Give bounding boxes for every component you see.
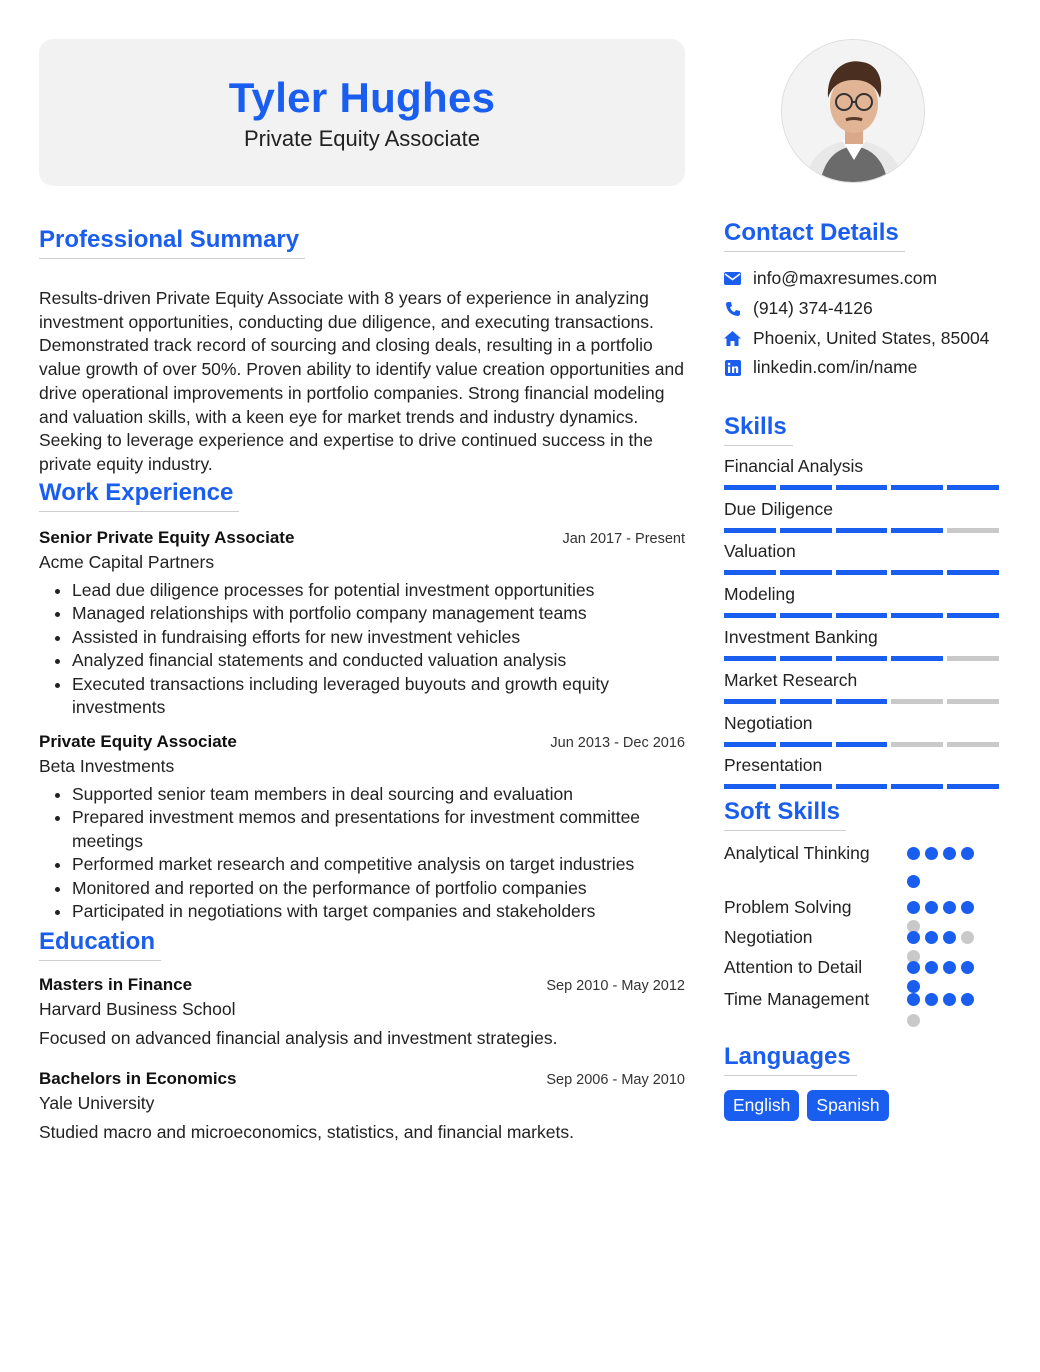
skill-level-segment	[836, 742, 888, 747]
home-icon	[724, 330, 741, 347]
rating-dot	[907, 847, 920, 860]
summary-text: Results-driven Private Equity Associate with 8 years of experience in analyzing investment opportunities, conducting due diligence, and executing transactions. Demonstrated track record of sourcing and closing deals, resulting in a portfolio value growth of over 50%. Proven ability to identify value creation opportunities and drive operational improvements in portfolio companies. Strong financial modeling and valuation skills, with a keen eye for market trends and industry dynamics. Seeking to leverage experience and expertise to drive continued success in the private equity industry.	[39, 288, 684, 474]
contact-phone[interactable]	[724, 294, 1004, 324]
contact-email[interactable]	[724, 264, 1004, 294]
soft-skill-name: Attention to Detail	[724, 957, 863, 978]
skill-level-segment	[836, 570, 888, 575]
soft-skill-name: Negotiation	[724, 927, 813, 948]
skill-level-segment	[780, 656, 832, 661]
job-bullet: • Analyzed financial statements and conducted valuation analysis	[72, 649, 685, 673]
skill-level-segment	[947, 528, 999, 533]
phone-text: (914) 374-4126	[753, 298, 873, 319]
job-bullets	[39, 783, 685, 924]
education-entry	[39, 1069, 685, 1143]
skill-name: Negotiation	[724, 712, 813, 733]
rating-dot	[907, 875, 920, 888]
rating-dot	[907, 993, 920, 1006]
job-title: Private Equity Associate	[39, 731, 237, 751]
languages-section	[724, 1043, 1004, 1121]
language-tag: English	[724, 1090, 799, 1121]
skill-item	[724, 713, 1004, 756]
rating-dot	[961, 961, 974, 974]
skill-item	[724, 584, 1004, 627]
soft-skill-item	[724, 843, 982, 897]
location-text: Phoenix, United States, 85004	[753, 327, 990, 348]
school: Yale University	[39, 1092, 155, 1113]
skill-name: Due Diligence	[724, 498, 833, 519]
soft-skill-name: Analytical Thinking	[724, 843, 870, 864]
skill-level-segment	[891, 485, 943, 490]
rating-dot	[943, 993, 956, 1006]
skill-level-bar	[724, 570, 999, 575]
sidebar-column	[724, 39, 1004, 1121]
main-column	[39, 39, 685, 1143]
skill-level-segment	[780, 613, 832, 618]
skill-level-segment	[836, 613, 888, 618]
rating-dot	[925, 993, 938, 1006]
job-bullet: • Lead due diligence processes for potential investment opportunities	[72, 579, 685, 603]
rating-dot	[925, 931, 938, 944]
skill-level-segment	[891, 570, 943, 575]
candidate-title: Private Equity Associate	[243, 125, 480, 151]
skill-level-segment	[836, 656, 888, 661]
skill-item	[724, 456, 1004, 499]
job-date: Jun 2013 - Dec 2016	[550, 734, 685, 751]
summary-heading: Professional Summary	[39, 226, 305, 259]
education-date: Sep 2010 - May 2012	[546, 977, 685, 994]
soft-skill-item	[724, 957, 982, 989]
skill-level-bar	[724, 742, 999, 747]
rating-dot	[907, 961, 920, 974]
job-bullet: • Assisted in fundraising efforts for new investment vehicles	[72, 626, 685, 650]
skill-level-segment	[836, 528, 888, 533]
skill-level-segment	[891, 528, 943, 533]
soft-skills-list	[724, 843, 982, 1029]
skill-level-segment	[947, 699, 999, 704]
skill-name: Modeling	[724, 584, 796, 605]
skill-level-bar	[724, 656, 999, 661]
skill-item	[724, 541, 1004, 584]
skill-level-segment	[836, 485, 888, 490]
rating-dot	[925, 961, 938, 974]
soft-skill-rating	[907, 927, 982, 957]
degree: Bachelors in Economics	[39, 1068, 237, 1088]
soft-skills-section	[724, 798, 1004, 1029]
skill-level-segment	[947, 656, 999, 661]
skill-name: Investment Banking	[724, 626, 878, 647]
soft-skill-rating	[907, 957, 982, 989]
skill-level-segment	[947, 742, 999, 747]
skill-level-segment	[836, 699, 888, 704]
profile-photo	[781, 39, 925, 183]
candidate-name: Tyler Hughes	[228, 73, 496, 121]
education-description: Studied macro and microeconomics, statistics, and financial markets.	[39, 1121, 574, 1142]
skill-level-segment	[947, 485, 999, 490]
rating-dot	[925, 901, 938, 914]
education-description: Focused on advanced financial analysis and investment strategies.	[39, 1027, 558, 1048]
skill-level-segment	[836, 784, 888, 789]
job-title: Senior Private Equity Associate	[39, 527, 295, 547]
skill-level-segment	[891, 656, 943, 661]
skill-level-segment	[780, 699, 832, 704]
job-date: Jan 2017 - Present	[562, 530, 685, 547]
contact-section	[724, 219, 1004, 383]
rating-dot	[907, 1014, 920, 1027]
email-text: info@maxresumes.com	[753, 268, 938, 289]
skill-level-segment	[891, 784, 943, 789]
skill-level-segment	[891, 742, 943, 747]
rating-dot	[907, 931, 920, 944]
skill-level-segment	[724, 570, 776, 575]
rating-dot	[961, 847, 974, 860]
job-bullet: • Prepared investment memos and presentations for investment committee meetings	[72, 806, 685, 853]
phone-icon	[724, 300, 741, 317]
job-company: Acme Capital Partners	[39, 551, 215, 572]
work-section	[39, 479, 685, 924]
rating-dot	[907, 901, 920, 914]
skills-list	[724, 456, 1004, 798]
skills-heading: Skills	[724, 413, 793, 446]
education-heading: Education	[39, 928, 161, 961]
job-bullet: • Supported senior team members in deal sourcing and evaluation	[72, 783, 685, 807]
skill-name: Valuation	[724, 541, 796, 562]
language-tag: Spanish	[807, 1090, 888, 1121]
job-bullet: • Executed transactions including leveraged buyouts and growth equity investments	[72, 673, 685, 720]
skill-level-segment	[780, 784, 832, 789]
soft-skills-heading: Soft Skills	[724, 798, 846, 831]
skill-level-bar	[724, 613, 999, 618]
soft-skill-rating	[907, 897, 982, 927]
skill-level-segment	[947, 613, 999, 618]
school: Harvard Business School	[39, 998, 236, 1019]
skill-level-bar	[724, 699, 999, 704]
education-date: Sep 2006 - May 2010	[546, 1071, 685, 1088]
skill-level-segment	[891, 699, 943, 704]
skill-item	[724, 670, 1004, 713]
skill-level-segment	[724, 656, 776, 661]
summary-section	[39, 226, 685, 477]
rating-dot	[961, 901, 974, 914]
soft-skill-rating	[907, 989, 982, 1029]
job-entry	[39, 528, 685, 720]
job-bullets	[39, 579, 685, 720]
skill-level-segment	[724, 784, 776, 789]
linkedin-text: linkedin.com/in/name	[753, 357, 918, 378]
skill-level-bar	[724, 485, 999, 490]
skill-name: Market Research	[724, 669, 858, 690]
education-entry	[39, 975, 685, 1049]
language-tags	[724, 1090, 1004, 1121]
header-card	[39, 39, 685, 186]
rating-dot	[943, 931, 956, 944]
soft-skill-item	[724, 989, 982, 1029]
linkedin-icon	[724, 359, 741, 376]
education-section	[39, 928, 685, 1143]
skill-level-segment	[891, 613, 943, 618]
skill-level-segment	[724, 613, 776, 618]
soft-skill-name: Problem Solving	[724, 897, 852, 918]
skill-level-segment	[780, 742, 832, 747]
skill-level-segment	[724, 528, 776, 533]
skill-item	[724, 499, 1004, 542]
skill-name: Presentation	[724, 755, 823, 776]
languages-heading: Languages	[724, 1043, 857, 1076]
skill-item	[724, 755, 1004, 798]
skill-level-bar	[724, 784, 999, 789]
rating-dot	[961, 993, 974, 1006]
work-heading: Work Experience	[39, 479, 239, 512]
skill-item	[724, 627, 1004, 670]
soft-skill-item	[724, 897, 982, 927]
skill-level-segment	[947, 570, 999, 575]
skill-level-segment	[724, 699, 776, 704]
rating-dot	[943, 961, 956, 974]
skill-level-segment	[947, 784, 999, 789]
contact-heading: Contact Details	[724, 219, 905, 252]
envelope-icon	[724, 270, 741, 287]
contact-linkedin[interactable]	[724, 353, 1004, 383]
rating-dot	[943, 847, 956, 860]
soft-skill-item	[724, 927, 982, 957]
job-entry	[39, 732, 685, 924]
rating-dot	[961, 931, 974, 944]
job-bullet: • Participated in negotiations with target companies and stakeholders	[72, 900, 685, 924]
job-bullet: • Monitored and reported on the performance of portfolio companies	[72, 877, 685, 901]
skill-level-segment	[780, 528, 832, 533]
contact-location	[724, 323, 1004, 353]
rating-dot	[925, 847, 938, 860]
skills-section	[724, 413, 1004, 798]
soft-skill-rating	[907, 843, 982, 897]
skill-level-segment	[724, 485, 776, 490]
person-portrait-icon	[782, 40, 925, 183]
skill-level-segment	[724, 742, 776, 747]
job-company: Beta Investments	[39, 755, 175, 776]
skill-name: Financial Analysis	[724, 455, 864, 476]
skill-level-segment	[780, 570, 832, 575]
degree: Masters in Finance	[39, 974, 193, 994]
job-bullet: • Managed relationships with portfolio company management teams	[72, 602, 685, 626]
rating-dot	[943, 901, 956, 914]
skill-level-segment	[780, 485, 832, 490]
soft-skill-name: Time Management	[724, 989, 870, 1010]
job-bullet: • Performed market research and competitive analysis on target industries	[72, 853, 685, 877]
skill-level-bar	[724, 528, 999, 533]
